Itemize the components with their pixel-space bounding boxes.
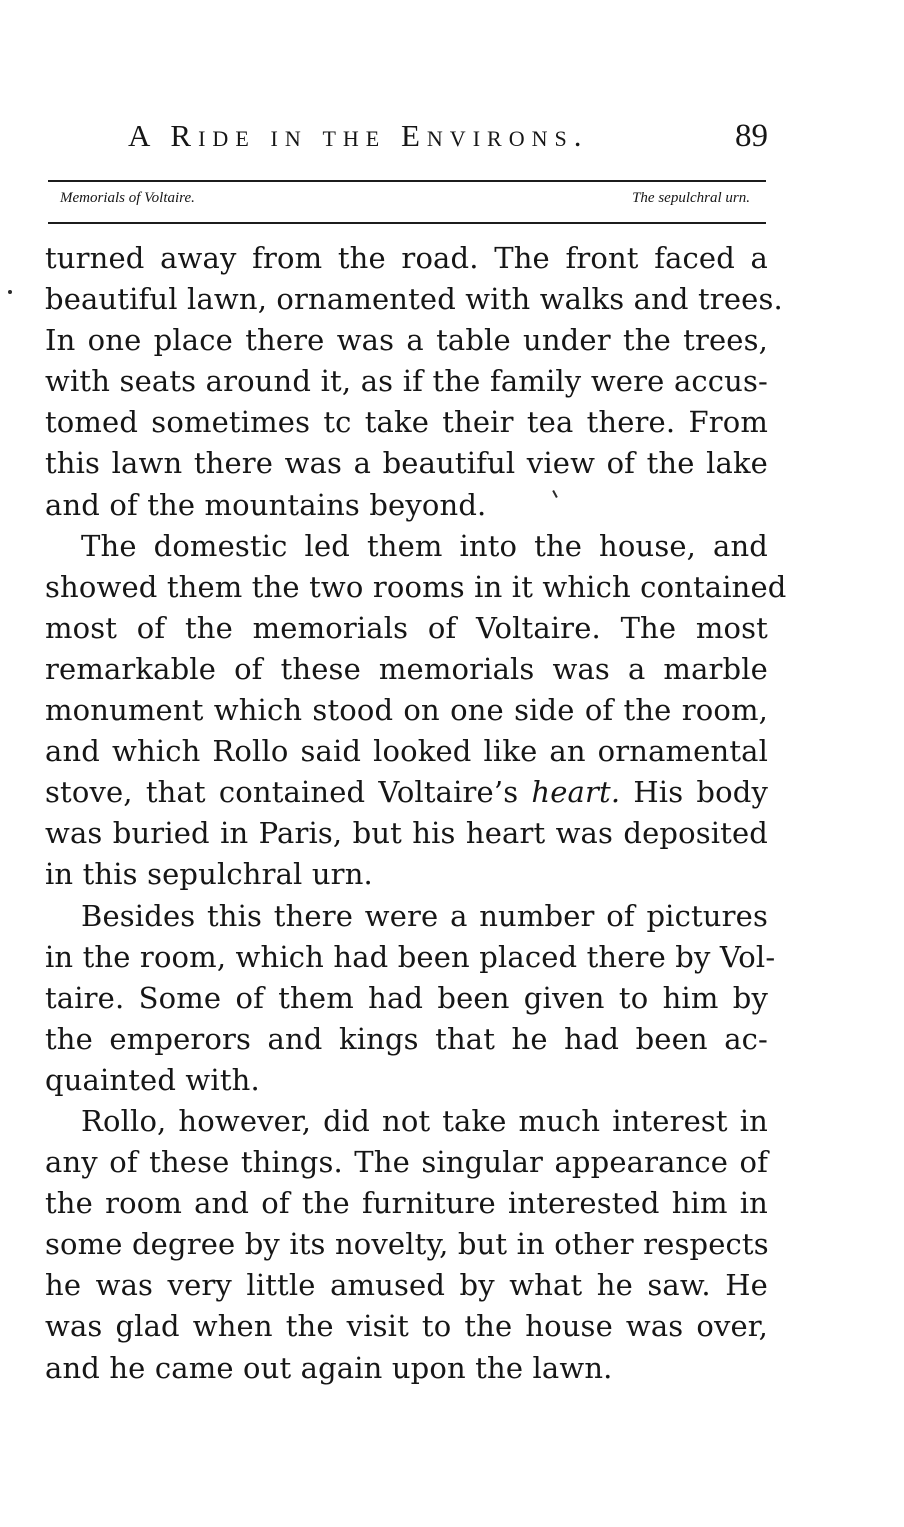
text-line: in the room, which had been placed there by Vol- (45, 939, 776, 974)
text-line: and which Rollo said looked like an ornamental (45, 734, 768, 769)
subheading-right: The sepulchral urn. (632, 190, 750, 206)
text-line: taire. Some of them had been given to him by (45, 980, 768, 1015)
text-line: showed them the two rooms in it which contained (45, 569, 787, 604)
text-line: was glad when the visit to the house was over, (45, 1309, 768, 1344)
chapter-title: A Ride in the Environs. (128, 118, 589, 153)
text-line: and he came out again upon the lawn. (45, 1350, 613, 1385)
text-line: In one place there was a table under the trees, (45, 323, 768, 358)
header-rule-top (48, 180, 766, 182)
text-line: remarkable of these memorials was a marble (45, 651, 768, 686)
text-line: Rollo, however, did not take much interest in (81, 1103, 768, 1138)
text-line: quainted with. (45, 1062, 260, 1097)
section-subheading (60, 190, 750, 214)
italic-word-heart: heart. (531, 775, 621, 810)
text-line: some degree by its novelty, but in other respects (45, 1227, 769, 1262)
text-segment: stove, that contained Voltaire’s (45, 775, 532, 810)
text-line: beautiful lawn, ornamented with walks and trees. (45, 282, 783, 317)
text-line: the room and of the furniture interested him in (45, 1186, 768, 1221)
body-text (45, 238, 787, 1389)
paragraph-4 (45, 1101, 768, 1389)
page-number: 89 (735, 118, 768, 154)
text-line: and of the mountains beyond. (45, 487, 487, 522)
text-line: he was very little amused by what he saw. He (45, 1268, 768, 1303)
header-rule-bottom (48, 222, 766, 224)
text-segment: His body (620, 775, 768, 810)
text-line: in this sepulchral urn. (45, 857, 373, 892)
text-line: the emperors and kings that he had been ac- (45, 1021, 768, 1056)
text-line: most of the memorials of Voltaire. The most (45, 610, 768, 645)
text-line: any of these things. The singular appearance of (45, 1145, 768, 1180)
text-line: Besides this there were a number of pictures (81, 898, 768, 933)
running-header (48, 118, 768, 162)
text-line: turned away from the road. The front faced a (45, 241, 768, 275)
text-line: The domestic led them into the house, and (81, 528, 768, 563)
text-line: tomed sometimes tc take their tea there. From (45, 405, 768, 440)
paragraph-3 (45, 896, 776, 1101)
text-line: was buried in Paris, but his heart was deposited (45, 816, 768, 851)
paragraph-2 (45, 526, 787, 896)
text-line: monument which stood on one side of the room, (45, 693, 768, 728)
text-line: this lawn there was a beautiful view of the lake (45, 446, 768, 481)
subheading-left: Memorials of Voltaire. (60, 190, 195, 206)
text-line-with-italic (45, 772, 768, 813)
text-line: with seats around it, as if the family were accus- (45, 364, 768, 399)
print-speck (8, 290, 12, 294)
paragraph-1 (45, 238, 783, 526)
